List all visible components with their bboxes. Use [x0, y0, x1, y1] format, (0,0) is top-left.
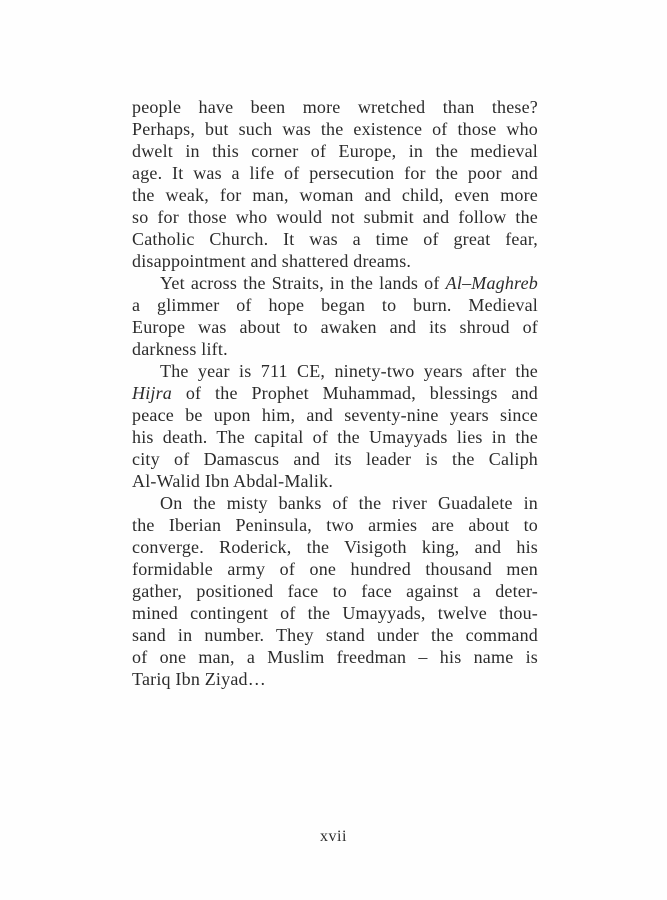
text-line: of one man, a Muslim freedman – his name is: [132, 647, 538, 667]
text-line: the Iberian Peninsula, two armies are about to: [132, 515, 538, 535]
text-line: Yet across the Straits, in the lands of Al–Maghreb: [160, 273, 538, 293]
text-line: so for those who would not submit and follow the: [132, 207, 538, 227]
text-line: disappointment and shattered dreams.: [132, 251, 412, 271]
text-line: sand in number. They stand under the command: [132, 625, 538, 645]
text-line: formidable army of one hundred thousand men: [132, 559, 538, 579]
paragraph: [132, 272, 538, 360]
text-line: city of Damascus and its leader is the Caliph: [132, 449, 538, 469]
text-line: Catholic Church. It was a time of great fear,: [132, 229, 538, 249]
text-line: people have been more wretched than these?: [132, 97, 538, 117]
text-line: Al-Walid Ibn Abdal-Malik.: [132, 471, 334, 491]
text-line: Tariq Ibn Ziyad…: [132, 669, 266, 689]
text-line: dwelt in this corner of Europe, in the medieval: [132, 141, 538, 161]
text-line: Hijra of the Prophet Muhammad, blessings and: [132, 383, 538, 403]
page-number: xvii: [320, 828, 347, 845]
text-line: peace be upon him, and seventy-nine years since: [132, 405, 538, 425]
text-line: mined contingent of the Umayyads, twelve thou-: [132, 603, 538, 623]
text-line: The year is 711 CE, ninety-two years after the: [160, 361, 538, 381]
text-line: converge. Roderick, the Visigoth king, and his: [132, 537, 538, 557]
text-line: gather, positioned face to face against a deter-: [132, 581, 538, 601]
text-line: On the misty banks of the river Guadalete in: [160, 493, 538, 513]
paragraph: [132, 96, 538, 272]
text-line: the weak, for man, woman and child, even more: [132, 185, 538, 205]
text-line: Europe was about to awaken and its shroud of: [132, 317, 538, 337]
text-line: darkness lift.: [132, 339, 228, 359]
text-line: age. It was a life of persecution for the poor and: [132, 163, 538, 183]
text-line: a glimmer of hope began to burn. Medieval: [132, 295, 538, 315]
page-text-block: [132, 96, 538, 690]
text-line: his death. The capital of the Umayyads lies in the: [132, 427, 538, 447]
paragraph: [132, 360, 538, 492]
paragraph: [132, 492, 538, 690]
text-line: Perhaps, but such was the existence of those who: [132, 119, 538, 139]
